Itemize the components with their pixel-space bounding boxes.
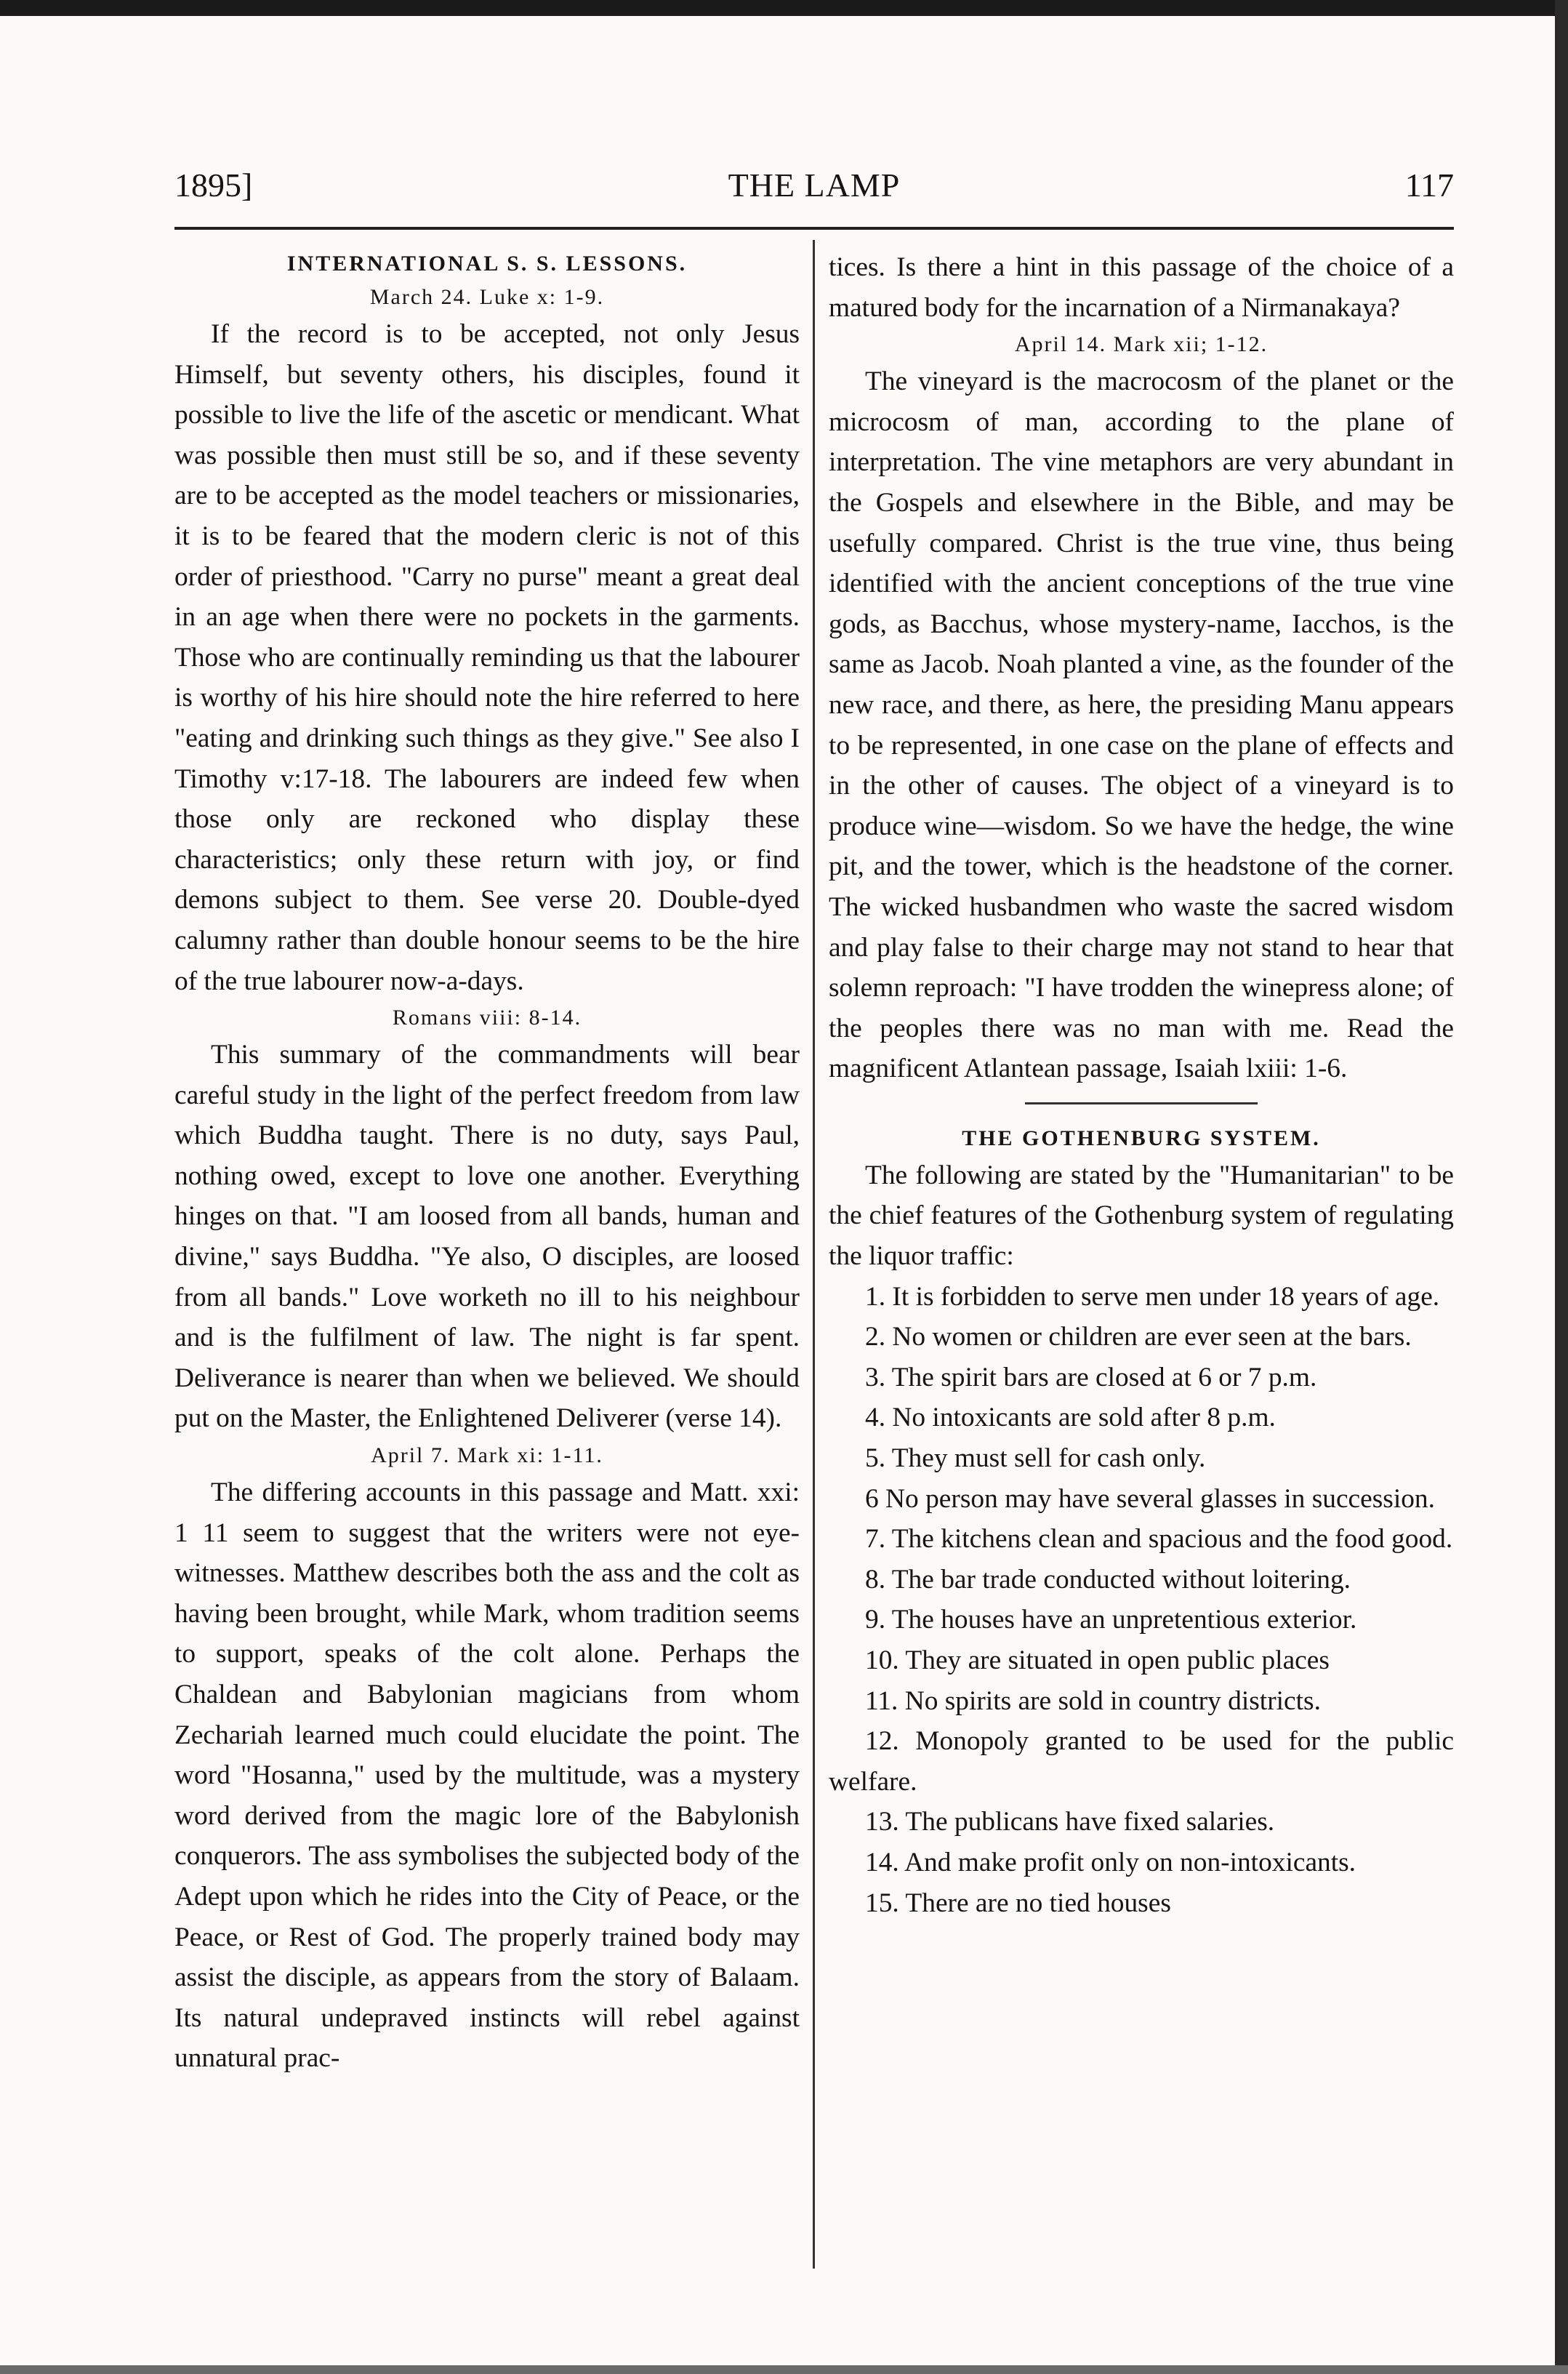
list-item: 4. No intoxicants are sold after 8 p.m. bbox=[865, 1403, 1276, 1433]
list-item: 2. No women or children are ever seen at the bars. bbox=[865, 1322, 1412, 1352]
lesson-reference: April 7. Mark xi: 1-11. bbox=[371, 1443, 603, 1468]
lesson-paragraph: The differing accounts in this passage and Matt. xxi: 1 11 seem to suggest that the writers were not eye-witnesses. Matthew describes both the ass and the colt as having been brought, while Mark, whom tradition seems to support, speaks of the colt alone. Perhaps the Chaldean and Babylonian magicians from whom Zechariah learned much could elucidate the point. The word "Hosanna," used by the multitude, was a mystery word derived from the magic lore of the Babylonish conquerors. The ass symbolises the subjected body of the Adept upon which he rides into the City of Peace, or the Peace, or Rest of God. The properly trained body may assist the disciple, as appears from the story of Balaam. Its natural undepraved instincts will rebel against unnatural prac- bbox=[174, 1477, 800, 2074]
list-item: 1. It is forbidden to serve men under 18 years of age. bbox=[865, 1281, 1440, 1312]
list-item: 5. They must sell for cash only. bbox=[865, 1443, 1206, 1474]
page-edge-shadow bbox=[1555, 0, 1568, 2374]
right-column bbox=[829, 247, 1454, 2359]
lesson-reference: Romans viii: 8-14. bbox=[392, 1006, 582, 1030]
list-item: 6 No person may have several glasses in succession. bbox=[865, 1483, 1435, 1514]
header-year: 1895] bbox=[174, 167, 253, 204]
lesson-paragraph: If the record is to be accepted, not only Jesus Himself, but seventy others, his disciples, found it possible to live the life of the ascetic or mendicant. What was possible then must still be so, and if these seventy are to be accepted as the model teachers or missionaries, it is to be feared that the modern cleric is not of this order of priesthood. "Carry no purse" meant a great deal in an age when there were no pockets in the garments. Those who are continually reminding us that the labourer is worthy of his hire should note the hire referred to here "eating and drinking such things as they give." See also I Timothy v:17-18. The labourers are indeed few when those only are reckoned who display these characteristics; only these return with joy, or find demons subject to them. See verse 20. Double-dyed calumny rather than double honour seems to be the hire of the true labourer now-a-days. bbox=[174, 319, 800, 996]
bottom-edge-rule bbox=[0, 2365, 1568, 2374]
lesson-paragraph: The vineyard is the macrocosm of the planet or the microcosm of man, according to the plane of interpretation. The vine metaphors are very abundant in the Gospels and elsewhere in the Bible, and may be usefully compared. Christ is the true vine, thus being identified with the ancient conceptions of the true vine gods, as Bacchus, whose mystery-name, Iacchos, is the same as Jacob. Noah planted a vine, as the founder of the new race, and there, as here, the presiding Manu appears to be represented, in one case on the plane of effects and in the other of causes. The object of a vineyard is to produce wine—wisdom. So we have the hedge, the wine pit, and the tower, which is the headstone of the corner. The wicked husbandmen who waste the sacred wisdom and play false to their charge may not stand to hear that solemn reproach: "I have trodden the winepress alone; of the peoples there was no man with me. Read the magnificent Atlantean passage, Isaiah lxiii: 1-6. bbox=[829, 366, 1454, 1084]
section-intro-paragraph: The following are stated by the "Humanitarian" to be the chief features of the Gothenburg system of regulating the liquor traffic: bbox=[829, 1160, 1454, 1272]
list-item: 3. The spirit bars are closed at 6 or 7 p.m. bbox=[865, 1362, 1317, 1392]
continued-paragraph: tices. Is there a hint in this passage of the choice of a matured body for the incarnation of a Nirmanakaya? bbox=[829, 252, 1454, 323]
running-header bbox=[174, 166, 1454, 209]
top-edge-rule bbox=[0, 0, 1568, 16]
list-item: 15. There are no tied houses bbox=[865, 1888, 1171, 1918]
lesson-paragraph: This summary of the commandments will bear careful study in the light of the perfect freedom from law which Buddha taught. There is no duty, says Paul, nothing owed, except to love one another. Everything hinges on that. "I am loosed from all bands, human and divine," says Buddha. "Ye also, O disciples, are loosed from all bands." Love worketh no ill to his neighbour and is the fulfilment of law. The night is far spent. Deliverance is nearer than when we believed. We should put on the Master, the Enlightened Deliverer (verse 14). bbox=[174, 1040, 800, 1434]
header-title: THE LAMP bbox=[728, 167, 901, 204]
section-heading-lessons: INTERNATIONAL S. S. LESSONS. bbox=[286, 252, 688, 276]
header-rule bbox=[174, 227, 1454, 230]
list-item: 9. The houses have an unpretentious exterior. bbox=[865, 1605, 1357, 1635]
lesson-reference: March 24. Luke x: 1-9. bbox=[369, 285, 605, 309]
header-page-number: 117 bbox=[1404, 167, 1454, 204]
list-item: 14. And make profit only on non-intoxicants. bbox=[865, 1847, 1356, 1877]
lesson-reference: April 14. Mark xii; 1-12. bbox=[1014, 332, 1269, 357]
left-column bbox=[174, 247, 800, 2359]
list-item: 7. The kitchens clean and spacious and the food good. bbox=[865, 1524, 1453, 1555]
list-item: 13. The publicans have fixed salaries. bbox=[865, 1807, 1275, 1837]
column-divider bbox=[813, 240, 815, 2269]
section-heading-gothenburg: THE GOTHENBURG SYSTEM. bbox=[962, 1126, 1321, 1150]
list-item: 12. Monopoly granted to be used for the public welfare. bbox=[829, 1726, 1454, 1797]
list-item: 8. The bar trade conducted without loitering. bbox=[865, 1564, 1351, 1595]
list-item: 11. No spirits are sold in country districts. bbox=[865, 1685, 1321, 1716]
section-divider bbox=[1025, 1102, 1258, 1104]
list-item: 10. They are situated in open public places bbox=[865, 1645, 1330, 1675]
